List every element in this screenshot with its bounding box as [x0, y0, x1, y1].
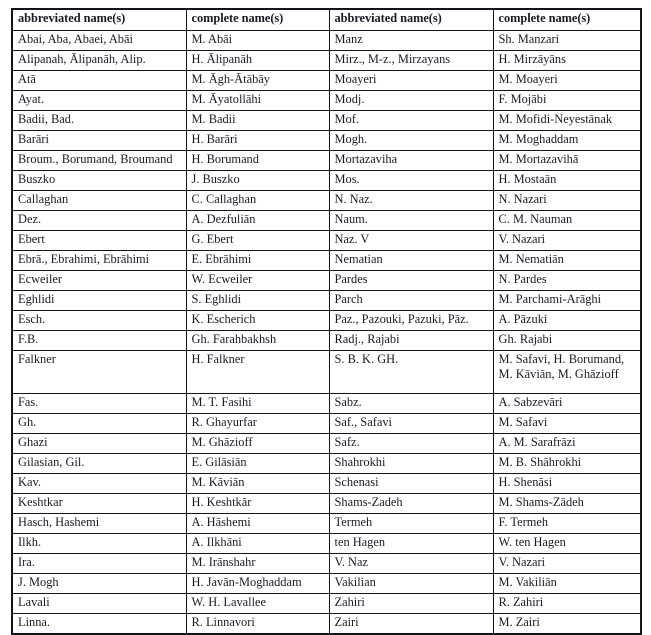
- abbreviation-cell-right: N. Naz.: [329, 191, 493, 211]
- abbreviation-cell-left: Fas.: [12, 394, 186, 414]
- table-body: [12, 31, 641, 635]
- table-row: [12, 514, 641, 534]
- table-row: [12, 614, 641, 635]
- abbreviation-cell-right: Parch: [329, 291, 493, 311]
- abbreviation-cell-left: Esch.: [12, 311, 186, 331]
- abbreviation-cell-right: Nematian: [329, 251, 493, 271]
- column-header-abbreviated-right: abbreviated name(s): [329, 9, 493, 31]
- abbreviation-cell-right: S. B. K. GH.: [329, 351, 493, 394]
- complete-name-cell-left: M. Badii: [186, 111, 329, 131]
- complete-name-cell-right: A. Pāzuki: [493, 311, 641, 331]
- complete-name-cell-left: H. Javān-Moghaddam: [186, 574, 329, 594]
- complete-name-cell-left: A. Ilkhāni: [186, 534, 329, 554]
- complete-name-cell-left: H. Falkner: [186, 351, 329, 394]
- complete-name-cell-right: M. Zairi: [493, 614, 641, 635]
- complete-name-cell-left: H. Ālipanāh: [186, 51, 329, 71]
- complete-name-cell-left: M. Irānshahr: [186, 554, 329, 574]
- table-row: [12, 211, 641, 231]
- table-row: [12, 111, 641, 131]
- table-row: [12, 594, 641, 614]
- abbreviation-cell-left: Ayat.: [12, 91, 186, 111]
- table-header: [12, 9, 641, 31]
- abbreviation-cell-left: Ebrā., Ebrahimi, Ebrāhimi: [12, 251, 186, 271]
- abbreviation-cell-right: Termeh: [329, 514, 493, 534]
- table-row: [12, 291, 641, 311]
- table-row: [12, 311, 641, 331]
- complete-name-cell-left: M. T. Fasihi: [186, 394, 329, 414]
- complete-name-cell-left: H. Barāri: [186, 131, 329, 151]
- complete-name-cell-left: H. Keshtkār: [186, 494, 329, 514]
- abbreviation-cell-right: Schenasi: [329, 474, 493, 494]
- complete-name-cell-right: H. Mostaān: [493, 171, 641, 191]
- table-row: [12, 151, 641, 171]
- abbreviation-cell-left: Ilkh.: [12, 534, 186, 554]
- abbreviation-cell-right: Naum.: [329, 211, 493, 231]
- abbreviation-cell-left: Gh.: [12, 414, 186, 434]
- complete-name-cell-right: H. Shenāsi: [493, 474, 641, 494]
- complete-name-cell-right: W. ten Hagen: [493, 534, 641, 554]
- abbreviation-cell-left: Keshtkar: [12, 494, 186, 514]
- table-header-row: [12, 9, 641, 31]
- abbreviation-cell-right: Modj.: [329, 91, 493, 111]
- complete-name-cell-left: M. Āyatollāhi: [186, 91, 329, 111]
- abbreviation-cell-right: Sabz.: [329, 394, 493, 414]
- complete-name-cell-left: J. Buszko: [186, 171, 329, 191]
- table-row: [12, 191, 641, 211]
- complete-name-cell-right: F. Mojābi: [493, 91, 641, 111]
- abbreviation-cell-left: Buszko: [12, 171, 186, 191]
- abbreviation-cell-left: Atā: [12, 71, 186, 91]
- complete-name-cell-left: A. Hāshemi: [186, 514, 329, 534]
- complete-name-cell-right: N. Nazari: [493, 191, 641, 211]
- complete-name-cell-right: V. Nazari: [493, 554, 641, 574]
- complete-name-cell-left: H. Borumand: [186, 151, 329, 171]
- abbreviation-cell-right: Mos.: [329, 171, 493, 191]
- column-header-complete-right: complete name(s): [493, 9, 641, 31]
- abbreviation-cell-left: Falkner: [12, 351, 186, 394]
- table-row: [12, 31, 641, 51]
- table-row: [12, 474, 641, 494]
- table-row: [12, 71, 641, 91]
- complete-name-cell-left: W. Ecweiler: [186, 271, 329, 291]
- complete-name-cell-right: F. Termeh: [493, 514, 641, 534]
- complete-name-cell-right: H. Mirzāyāns: [493, 51, 641, 71]
- complete-name-cell-left: R. Linnavori: [186, 614, 329, 635]
- complete-name-cell-left: K. Escherich: [186, 311, 329, 331]
- abbreviation-cell-left: Eghlidi: [12, 291, 186, 311]
- abbreviation-cell-right: Mirz., M-z., Mirzayans: [329, 51, 493, 71]
- abbreviation-cell-right: Manz: [329, 31, 493, 51]
- column-header-complete-left: complete name(s): [186, 9, 329, 31]
- table-row: [12, 454, 641, 474]
- table-row: [12, 351, 641, 394]
- complete-name-cell-right: R. Zahiri: [493, 594, 641, 614]
- table-row: [12, 251, 641, 271]
- complete-name-cell-right: C. M. Nauman: [493, 211, 641, 231]
- complete-name-cell-right: A. Sabzevāri: [493, 394, 641, 414]
- complete-name-cell-right: Sh. Manzari: [493, 31, 641, 51]
- complete-name-cell-left: C. Callaghan: [186, 191, 329, 211]
- cell-line: M. Safavi, H. Borumand,: [498, 352, 625, 366]
- abbreviation-cell-right: Zahiri: [329, 594, 493, 614]
- abbreviation-cell-left: Dez.: [12, 211, 186, 231]
- complete-name-cell-right: M. Mortazavihā: [493, 151, 641, 171]
- abbreviation-cell-left: Lavali: [12, 594, 186, 614]
- table-row: [12, 131, 641, 151]
- abbreviation-cell-left: Badii, Bad.: [12, 111, 186, 131]
- table-row: [12, 331, 641, 351]
- complete-name-cell-left: E. Ebrāhimi: [186, 251, 329, 271]
- abbreviation-cell-left: Linna.: [12, 614, 186, 635]
- abbreviation-cell-left: Ghazi: [12, 434, 186, 454]
- table-row: [12, 91, 641, 111]
- abbreviation-cell-right: Mortazaviha: [329, 151, 493, 171]
- abbreviation-cell-right: Zairi: [329, 614, 493, 635]
- complete-name-cell-right: M. Mofidi-Neyestānak: [493, 111, 641, 131]
- complete-name-cell-left: Gh. Farahbakhsh: [186, 331, 329, 351]
- table-row: [12, 271, 641, 291]
- complete-name-cell-left: M. Āgh-Ātābāy: [186, 71, 329, 91]
- complete-name-cell-left: M. Kāviān: [186, 474, 329, 494]
- abbreviation-cell-right: Shahrokhi: [329, 454, 493, 474]
- complete-name-cell-right: M. Nematiān: [493, 251, 641, 271]
- abbreviation-cell-right: Paz., Pazouki, Pazuki, Pāz.: [329, 311, 493, 331]
- abbreviation-cell-right: Pardes: [329, 271, 493, 291]
- abbreviation-cell-left: J. Mogh: [12, 574, 186, 594]
- complete-name-cell-right: M. B. Shāhrokhi: [493, 454, 641, 474]
- abbreviation-cell-right: Moayeri: [329, 71, 493, 91]
- complete-name-cell-left: M. Ghāzioff: [186, 434, 329, 454]
- complete-name-cell-right: M. Safavi: [493, 414, 641, 434]
- complete-name-cell-right: M. Moghaddam: [493, 131, 641, 151]
- table-row: [12, 414, 641, 434]
- table-row: [12, 494, 641, 514]
- abbreviation-cell-left: Callaghan: [12, 191, 186, 211]
- abbreviation-cell-left: Broum., Borumand, Broumand: [12, 151, 186, 171]
- abbreviation-cell-left: Ebert: [12, 231, 186, 251]
- complete-name-cell-right: [493, 351, 641, 394]
- abbreviation-cell-left: Ira.: [12, 554, 186, 574]
- table-row: [12, 394, 641, 414]
- complete-name-cell-left: R. Ghayurfar: [186, 414, 329, 434]
- complete-name-cell-left: M. Abāi: [186, 31, 329, 51]
- abbreviation-cell-right: Saf., Safavi: [329, 414, 493, 434]
- abbreviation-cell-right: Mof.: [329, 111, 493, 131]
- table-row: [12, 434, 641, 454]
- complete-name-cell-right: A. M. Sarafrāzi: [493, 434, 641, 454]
- cell-line: M. Kāviān, M. Ghāzioff: [498, 367, 619, 381]
- table-row: [12, 574, 641, 594]
- table-row: [12, 171, 641, 191]
- abbreviation-cell-left: Abai, Aba, Abaei, Abāi: [12, 31, 186, 51]
- complete-name-cell-right: M. Parchami-Arāghi: [493, 291, 641, 311]
- abbreviation-cell-right: Radj., Rajabi: [329, 331, 493, 351]
- column-header-abbreviated-left: abbreviated name(s): [12, 9, 186, 31]
- table-row: [12, 231, 641, 251]
- complete-name-cell-right: M. Moayeri: [493, 71, 641, 91]
- abbreviation-cell-left: Alipanah, Ālipanāh, Alip.: [12, 51, 186, 71]
- complete-name-cell-left: E. Gilāsiān: [186, 454, 329, 474]
- complete-name-cell-left: W. H. Lavallee: [186, 594, 329, 614]
- abbreviation-cell-left: F.B.: [12, 331, 186, 351]
- abbreviation-cell-right: Naz. V: [329, 231, 493, 251]
- abbreviation-cell-left: Hasch, Hashemi: [12, 514, 186, 534]
- abbreviation-cell-right: ten Hagen: [329, 534, 493, 554]
- complete-name-cell-left: S. Eghlidi: [186, 291, 329, 311]
- complete-name-cell-right: M. Vakiliān: [493, 574, 641, 594]
- complete-name-cell-right: M. Shams-Zādeh: [493, 494, 641, 514]
- abbreviation-cell-left: Kav.: [12, 474, 186, 494]
- complete-name-cell-right: N. Pardes: [493, 271, 641, 291]
- abbreviation-cell-right: Mogh.: [329, 131, 493, 151]
- table-row: [12, 554, 641, 574]
- complete-name-cell-left: G. Ebert: [186, 231, 329, 251]
- abbreviation-cell-left: Ecweiler: [12, 271, 186, 291]
- table-row: [12, 534, 641, 554]
- table-row: [12, 51, 641, 71]
- abbreviation-cell-right: V. Naz: [329, 554, 493, 574]
- complete-name-cell-left: A. Dezfuliān: [186, 211, 329, 231]
- abbreviation-cell-left: Gilasian, Gil.: [12, 454, 186, 474]
- abbreviation-cell-right: Safz.: [329, 434, 493, 454]
- abbreviation-cell-left: Barāri: [12, 131, 186, 151]
- complete-name-cell-right: Gh. Rajabi: [493, 331, 641, 351]
- abbreviation-table: [11, 8, 642, 635]
- abbreviation-cell-right: Shams-Zadeh: [329, 494, 493, 514]
- complete-name-cell-right: V. Nazari: [493, 231, 641, 251]
- abbreviation-cell-right: Vakilian: [329, 574, 493, 594]
